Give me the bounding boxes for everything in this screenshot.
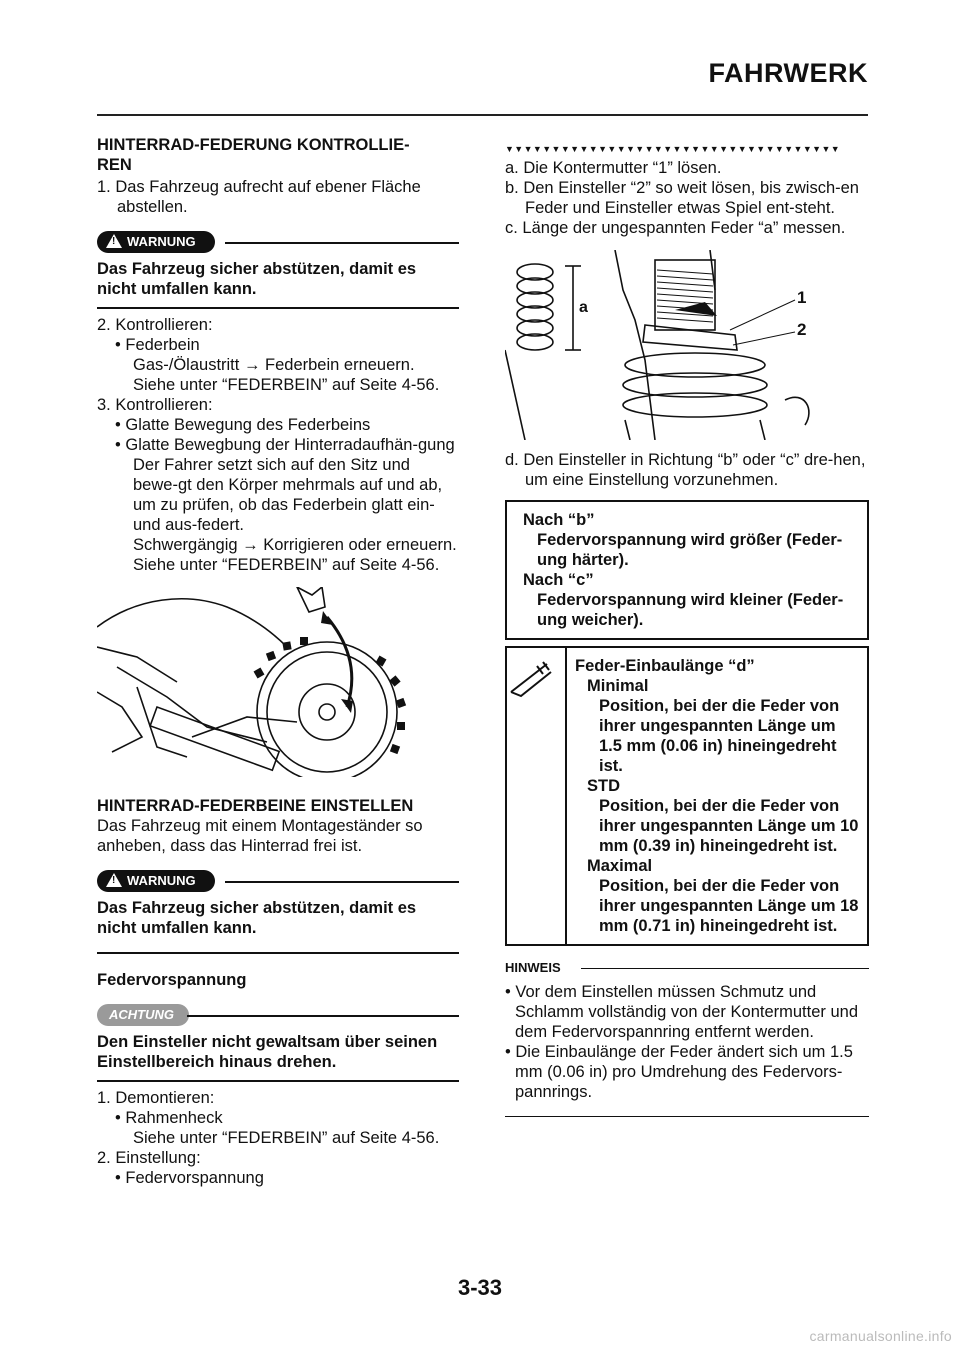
step-adjust-a: • Federvorspannung <box>115 1169 264 1187</box>
warning-triangle-icon <box>106 873 122 887</box>
label-2: 2 <box>797 320 807 339</box>
step-remove-ref: Siehe unter “FEDERBEIN” auf Seite 4-56. <box>133 1129 440 1147</box>
shock-spring-illustration <box>505 250 865 440</box>
left-column <box>97 135 459 1188</box>
right-column <box>505 142 869 1117</box>
direction-b-title: Nach “b” <box>523 511 595 529</box>
step-remove-a: • Rahmenheck <box>115 1109 223 1127</box>
warning-badge <box>97 870 215 892</box>
note-2: • Die Einbaulänge der Feder ändert sich um 1.5 mm (0.06 in) pro Umdrehung des Federvors-pannrings. <box>505 1043 853 1101</box>
step-2a-detail: Gas-/Ölaustritt → Federbein erneuern. <box>133 356 415 374</box>
spec-min-label: Minimal <box>587 677 649 695</box>
label-1: 1 <box>797 288 807 307</box>
note-label: HINWEIS <box>505 960 561 975</box>
warning-header-2 <box>97 866 459 894</box>
step-1: 1. Das Fahrzeug aufrecht auf ebener Fläche abstellen. <box>97 178 421 216</box>
procedure-start-triangles: ▼▼▼▼▼▼▼▼▼▼▼▼▼▼▼▼▼▼▼▼▼▼▼▼▼▼▼▼▼▼▼▼▼▼▼▼ <box>505 144 841 154</box>
spec-std-label: STD <box>587 777 620 795</box>
heading-spring-preload: Federvorspannung <box>97 971 247 989</box>
warning-header-1 <box>97 227 459 255</box>
direction-c-title: Nach “c” <box>523 571 594 589</box>
note-1: • Vor dem Einstellen müssen Schmutz und Schlamm vollständig von der Kontermutter und dem Federvorspannring entfernt werden. <box>505 983 859 1041</box>
step-3b-action: Schwergängig → Korrigieren oder erneuern. <box>133 536 457 554</box>
step-3: 3. Kontrollieren: <box>97 396 213 414</box>
label-a: a <box>579 299 588 316</box>
warning-label: WARNUNG <box>127 234 196 249</box>
paragraph-lift-vehicle: Das Fahrzeug mit einem Montageständer so anheben, dass das Hinterrad frei ist. <box>97 817 423 855</box>
step-adjust: 2. Einstellung: <box>97 1149 201 1167</box>
caliper-icon <box>507 658 557 698</box>
warning-rule <box>225 881 459 883</box>
warning-triangle-icon <box>106 234 122 248</box>
note-end-rule <box>505 1116 869 1117</box>
step-2: 2. Kontrollieren: <box>97 316 213 334</box>
spring-length-spec-box <box>505 646 869 946</box>
footer-watermark: carmanualsonline.info <box>809 1328 952 1344</box>
direction-c-text: Federvorspannung wird kleiner (Feder-ung weicher). <box>537 591 844 629</box>
step-2a-ref: Siehe unter “FEDERBEIN” auf Seite 4-56. <box>133 376 440 394</box>
note-rule <box>581 968 869 969</box>
warning-badge <box>97 231 215 253</box>
spec-max-text: Position, bei der die Feder von ihrer ungespannten Länge um 18 mm (0.71 in) hineingedreht ist. <box>599 877 859 935</box>
rear-wheel-illustration <box>97 587 407 777</box>
spec-icon-cell <box>507 648 567 944</box>
warning-text-1: Das Fahrzeug sicher abstützen, damit es nicht umfallen kann. <box>97 255 459 309</box>
spec-title: Feder-Einbaulänge “d” <box>575 657 755 675</box>
step-d: d. Den Einsteller in Richtung “b” oder “c” dre-hen, um eine Einstellung vorzunehmen. <box>505 451 866 489</box>
step-c: c. Länge der ungespannten Feder “a” messen. <box>505 219 846 237</box>
header-rule <box>97 114 868 116</box>
caution-label: ACHTUNG <box>109 1007 174 1022</box>
spec-max-label: Maximal <box>587 857 653 875</box>
step-b: b. Den Einsteller “2” so weit lösen, bis zwisch-en Feder und Einsteller etwas Spiel ent-steht. <box>505 179 859 217</box>
preload-direction-box <box>505 500 869 640</box>
note-header <box>505 958 869 978</box>
step-3b-detail: Der Fahrer setzt sich auf den Sitz und bewe-gt den Körper mehrmals auf und ab, um zu prüfen, ob das Federbein glatt ein- und aus-federt. <box>133 456 443 534</box>
spec-content <box>567 648 867 944</box>
caution-rule <box>187 1015 459 1017</box>
shock-spring-drawing <box>505 250 865 440</box>
page-number: 3-33 <box>457 1275 503 1300</box>
spec-std-text: Position, bei der die Feder von ihrer ungespannten Länge um 10 mm (0.39 in) hineingedreht ist. <box>599 797 859 855</box>
step-3b-ref: Siehe unter “FEDERBEIN” auf Seite 4-56. <box>133 556 440 574</box>
step-3a: • Glatte Bewegung des Federbeins <box>115 416 371 434</box>
step-3b: • Glatte Bewegbung der Hinterradaufhän-gung <box>115 436 455 454</box>
caution-header <box>97 1000 459 1028</box>
heading-check-rear-suspension: HINTERRAD-FEDERUNG KONTROLLIE-REN <box>97 136 410 174</box>
caution-text: Den Einsteller nicht gewaltsam über seinen Einstellbereich hinaus drehen. <box>97 1028 459 1082</box>
page-header-title: FAHRWERK <box>708 58 868 88</box>
step-remove: 1. Demontieren: <box>97 1089 215 1107</box>
direction-b-text: Federvorspannung wird größer (Feder-ung härter). <box>537 531 843 569</box>
step-2a: • Federbein <box>115 336 200 354</box>
spec-min-text: Position, bei der die Feder von ihrer ungespannten Länge um 1.5 mm (0.06 in) hineingedreht ist. <box>599 697 840 775</box>
warning-text-2: Das Fahrzeug sicher abstützen, damit es nicht umfallen kann. <box>97 894 459 954</box>
warning-label: WARNUNG <box>127 873 196 888</box>
step-a: a. Die Kontermutter “1” lösen. <box>505 159 722 177</box>
warning-rule <box>225 242 459 244</box>
caution-badge <box>97 1004 189 1026</box>
heading-adjust-rear-shocks: HINTERRAD-FEDERBEINE EINSTELLEN <box>97 797 414 815</box>
